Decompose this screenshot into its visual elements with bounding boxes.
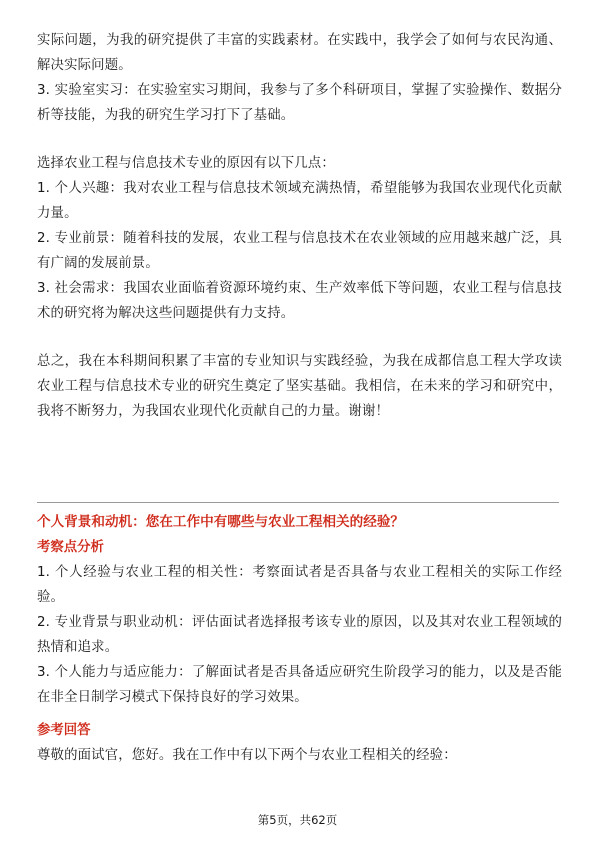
reason-item: 2. 专业前景：随着科技的发展，农业工程与信息技术在农业领域的应用越来越广泛，具有广阔的发展前景。 <box>37 231 562 271</box>
reasons-intro: 选择农业工程与信息技术专业的原因有以下几点： <box>37 156 335 171</box>
conclusion-paragraph: 总之，我在本科期间积累了丰富的专业知识与实践经验，为我在成都信息工程大学攻读农业工程与信息技术专业的研究生奠定了坚实基础。我相信，在未来的学习和研究中，我将不断努力，为我国农业现代化贡献自己的力量。谢谢！ <box>37 354 562 419</box>
essay-body <box>37 28 562 424</box>
paragraph-practice-continued: 实际问题，为我的研究提供了丰富的实践素材。在实践中，我学会了如何与农民沟通、解决实际问题。 <box>37 33 562 73</box>
answer-text: 尊敬的面试官，您好。我在工作中有以下两个与农业工程相关的经验： <box>37 748 457 763</box>
analysis-heading: 考察点分析 <box>37 540 104 555</box>
interview-question-section <box>37 510 562 768</box>
section-divider <box>37 502 559 503</box>
analysis-item: 1. 个人经验与农业工程的相关性：考察面试者是否具备与农业工程相关的实际工作经验。 <box>37 565 562 605</box>
question-heading: 个人背景和动机：您在工作中有哪些与农业工程相关的经验？ <box>37 514 405 530</box>
analysis-item: 2. 专业背景与职业动机：评估面试者选择报考该专业的原因，以及其对农业工程领域的热情和追求。 <box>37 615 562 655</box>
reason-item: 1. 个人兴趣：我对农业工程与信息技术领域充满热情，希望能够为我国农业现代化贡献力量。 <box>37 181 562 221</box>
reason-item: 3. 社会需求：我国农业面临着资源环境约束、生产效率低下等问题，农业工程与信息技术的研究将为解决这些问题提供有力支持。 <box>37 281 562 321</box>
analysis-item: 3. 个人能力与适应能力：了解面试者是否具备适应研究生阶段学习的能力，以及是否能在非全日制学习模式下保持良好的学习效果。 <box>37 665 562 705</box>
page-number: 第5页，共62页 <box>257 813 338 827</box>
paragraph-lab-internship: 3. 实验室实习：在实验室实习期间，我参与了多个科研项目，掌握了实验操作、数据分析等技能，为我的研究生学习打下了基础。 <box>37 83 562 123</box>
answer-heading: 参考回答 <box>37 723 91 738</box>
